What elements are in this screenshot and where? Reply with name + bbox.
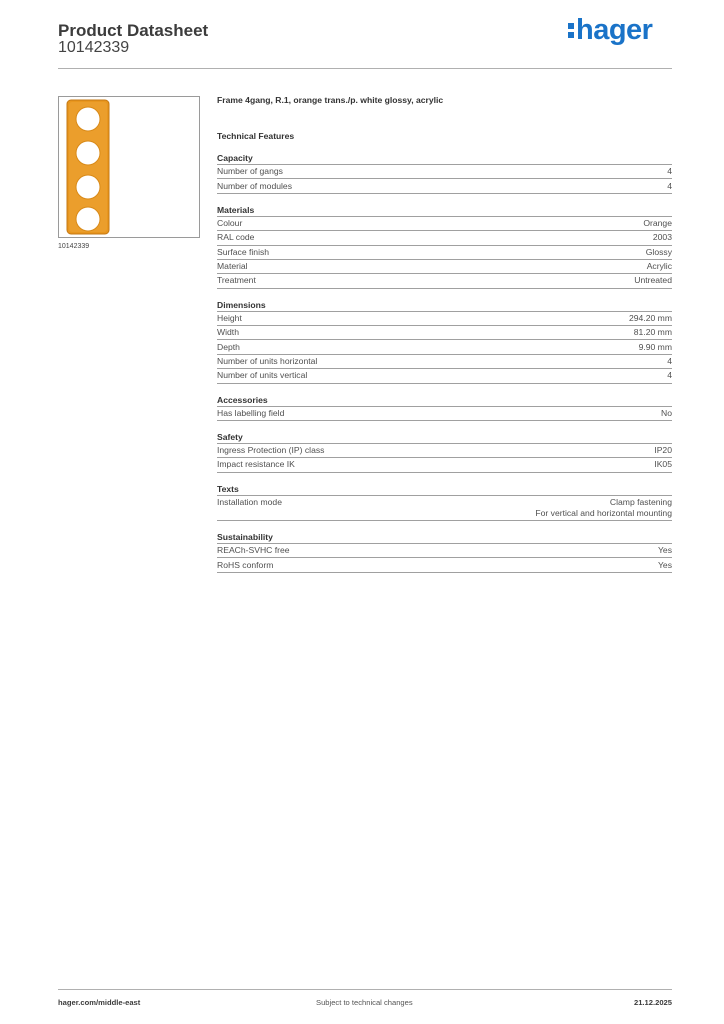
section-materials	[217, 204, 672, 289]
spec-value-line: No	[661, 407, 672, 418]
product-image	[58, 96, 200, 238]
spec-row	[217, 312, 672, 326]
spec-value-line: IK05	[654, 459, 672, 470]
spec-value-line: 4	[667, 166, 672, 177]
section-title: Materials	[217, 204, 672, 217]
spec-value	[639, 342, 672, 353]
section-texts	[217, 483, 672, 521]
spec-value-line: IP20	[654, 445, 672, 456]
spec-value	[634, 275, 672, 286]
spec-label: Height	[217, 312, 242, 323]
spec-value	[654, 445, 672, 456]
spec-value-line: Glossy	[645, 246, 672, 257]
spec-label: REACh-SVHC free	[217, 545, 290, 556]
spec-label: Treatment	[217, 275, 256, 286]
spec-label: Width	[217, 327, 239, 338]
feature-sections	[217, 152, 672, 573]
spec-row	[217, 340, 672, 354]
spec-label: Ingress Protection (IP) class	[217, 445, 325, 456]
spec-value-line: 4	[667, 355, 672, 366]
spec-label: Impact resistance IK	[217, 459, 295, 470]
spec-value	[629, 313, 672, 324]
spec-value	[667, 166, 672, 177]
spec-value-line: 9.90 mm	[638, 341, 672, 352]
section-title: Texts	[217, 483, 672, 496]
product-name: Frame 4gang, R.1, orange trans./p. white glossy, acrylic	[217, 95, 444, 105]
spec-value	[653, 232, 672, 243]
spec-value	[661, 408, 672, 419]
spec-label: RAL code	[217, 232, 255, 243]
spec-label: Surface finish	[217, 246, 270, 257]
hager-logo	[568, 14, 652, 47]
spec-value-line: Untreated	[634, 275, 672, 286]
spec-value-line: Yes	[657, 559, 672, 570]
spec-row	[217, 326, 672, 340]
spec-value-line: 4	[667, 370, 672, 381]
product-number: 10142339	[58, 39, 130, 56]
spec-value-line: 294.20 mm	[629, 312, 672, 323]
spec-value-line: Yes	[657, 545, 672, 556]
spec-value	[634, 327, 672, 338]
section-title: Dimensions	[217, 299, 672, 312]
spec-value-line: Acrylic	[646, 261, 672, 272]
footer-website-link[interactable]: hager.com/middle-east	[58, 998, 141, 1007]
spec-row	[217, 369, 672, 383]
spec-row	[217, 217, 672, 231]
spec-row	[217, 246, 672, 260]
spec-row	[217, 458, 672, 472]
footer-divider	[58, 989, 672, 990]
spec-value	[654, 459, 672, 470]
spec-value-line: 4	[667, 180, 672, 191]
spec-value	[647, 261, 672, 272]
logo-text: hager	[576, 14, 653, 46]
spec-value	[667, 181, 672, 192]
spec-label: Number of modules	[217, 180, 292, 191]
spec-label: Number of gangs	[217, 166, 283, 177]
spec-row	[217, 496, 672, 521]
section-dimensions	[217, 299, 672, 384]
footer-disclaimer: Subject to technical changes	[316, 998, 413, 1007]
spec-label: Number of units horizontal	[217, 355, 318, 366]
section-title: Safety	[217, 431, 672, 444]
logo-dots-icon	[568, 20, 574, 40]
spec-value	[667, 356, 672, 367]
spec-row	[217, 407, 672, 421]
spec-value-line: 81.20 mm	[633, 327, 672, 338]
features-heading: Technical Features	[217, 131, 295, 141]
spec-value	[658, 545, 672, 556]
spec-row	[217, 231, 672, 245]
spec-row	[217, 165, 672, 179]
spec-label: Material	[217, 261, 248, 272]
section-title: Accessories	[217, 394, 672, 407]
footer-date: 21.12.2025	[633, 998, 672, 1007]
spec-row	[217, 444, 672, 458]
spec-value	[646, 247, 672, 258]
spec-row	[217, 179, 672, 193]
spec-value	[658, 560, 672, 571]
spec-row	[217, 355, 672, 369]
section-title: Capacity	[217, 152, 672, 165]
section-capacity	[217, 152, 672, 194]
spec-value-line: Orange	[643, 217, 672, 228]
spec-label: Has labelling field	[217, 407, 285, 418]
spec-row	[217, 274, 672, 288]
section-title: Sustainability	[217, 531, 672, 544]
spec-label: Installation mode	[217, 496, 282, 507]
image-caption: 10142339	[58, 243, 90, 250]
spec-label: Depth	[217, 341, 240, 352]
spec-label: RoHS conform	[217, 559, 274, 570]
spec-value-line: Clamp fastening	[609, 496, 672, 507]
spec-value-line: For vertical and horizontal mounting	[535, 507, 672, 518]
spec-row	[217, 544, 672, 558]
datasheet-content	[217, 94, 672, 573]
spec-value	[643, 218, 672, 229]
section-accessories	[217, 394, 672, 421]
spec-row	[217, 558, 672, 572]
spec-row	[217, 260, 672, 274]
section-sustainability	[217, 531, 672, 573]
page-title: Product Datasheet	[58, 21, 209, 40]
frame-4gang-icon	[66, 99, 110, 235]
spec-label: Colour	[217, 217, 243, 228]
spec-value-line: 2003	[652, 232, 672, 243]
spec-value	[535, 497, 672, 519]
spec-label: Number of units vertical	[217, 370, 308, 381]
spec-value	[667, 370, 672, 381]
section-safety	[217, 431, 672, 473]
header-divider	[58, 68, 672, 69]
